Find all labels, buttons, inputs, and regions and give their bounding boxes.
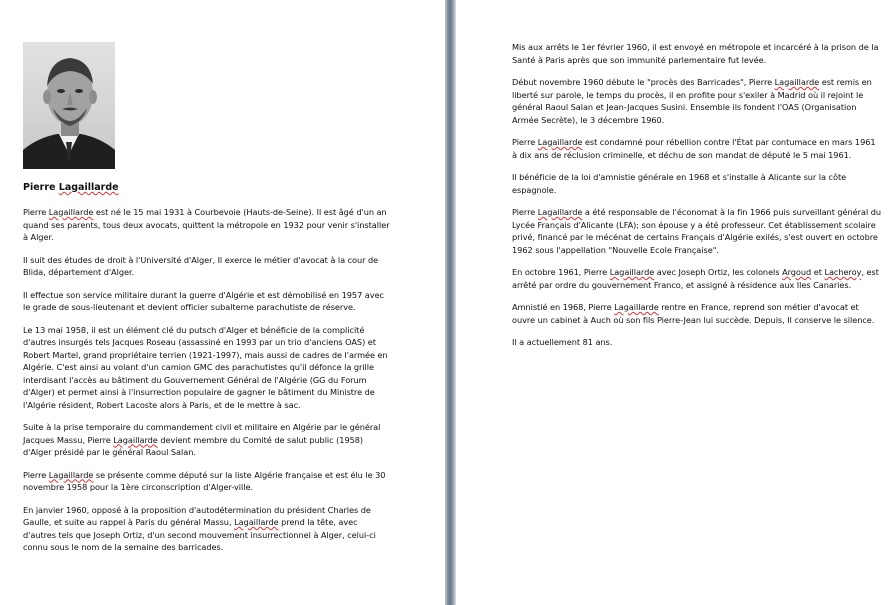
left-paragraphs: [23, 206, 393, 554]
document-page-right: [456, 0, 895, 605]
portrait-image: [23, 42, 115, 169]
spellcheck-word: Lagaillarde: [537, 207, 583, 217]
spellcheck-word: Lagaillarde: [113, 434, 158, 445]
spellcheck-word: Lagaillarde: [234, 517, 279, 527]
paragraph: Amnistié en 1968, Pierre Lagaillarde rentre en France, reprend son métier d'avocat et ouvre un cabinet à Auch où son fils Pierre-Jean lui succède. Depuis, Il conserve le silence.: [512, 302, 875, 325]
paragraph: Pierre Lagaillarde est condamné pour rébellion contre l'État par contumace en mars 1961 à dix ans de réclusion criminelle, et déchu de son mandat de député le 5 mai 1961.: [512, 137, 876, 160]
paragraph: En octobre 1961, Pierre Lagaillarde avec Joseph Ortiz, les colonels Argoud et Lacheroy, est arrêté par ordre du gouvernement Franco, et assigné à résidence aux Iles Canaries.: [512, 267, 879, 290]
paragraph: Pierre Lagaillarde a été responsable de l'économat à la fin 1966 puis surveillant général du Lycée Français d'Alicante (LFA); son épouse y a été professeur. Cet établissement scolaire privé, financé par le mécénat de certains Français d'Algérie exilés, s'est ouvert en octobre 1962 sous l'appellation "Nouvelle Ecole Française".: [512, 207, 882, 255]
paragraph: Mis aux arrêts le 1er février 1960, il est envoyé en métropole et incarcéré à la prison de la Santé à Paris après que son immunité parlementaire fut levée.: [512, 42, 879, 65]
spellcheck-word: Lagaillarde: [774, 77, 820, 87]
spellcheck-word: Lagaillarde: [58, 182, 119, 193]
spellcheck-word: Lagaillarde: [48, 207, 94, 217]
paragraph: Il bénéficie de la loi d'amnistie générale en 1968 et s'installe à Alicante sur la côte espagnole.: [512, 172, 847, 195]
page-divider: [445, 0, 456, 605]
spellcheck-word: Lacheroy: [824, 267, 862, 277]
document-page-left: [0, 0, 445, 605]
paragraph: En janvier 1960, opposé à la proposition d'autodétermination du président Charles de Gaulle, et suite au rappel à Paris du général Massu, Lagaillarde prend la tête, avec d'autres tels que Joseph Ortiz, d'un second mouvement insurrectionnel à Alger, celui-ci connu sous le nom de la semaine des barricades.: [23, 504, 376, 552]
spellcheck-word: Lagaillarde: [614, 302, 659, 312]
portrait-photo: [23, 42, 115, 169]
paragraph: Pierre Lagaillarde se présente comme député sur la liste Algérie française et est élu le 30 novembre 1958 pour la 1ère circonscription d'Alger-ville.: [23, 469, 386, 492]
right-column: [512, 41, 882, 359]
paragraph: Suite à la prise temporaire du commandement civil et militaire en Algérie par le général Jacques Massu, Pierre Lagaillarde devient membre du Comité de salut public (1958) d'Alger présidé par le général Raoul Salan.: [23, 422, 381, 457]
paragraph: Le 13 mai 1958, il est un élément clé du putsch d'Alger et bénéficie de la complicité d'autres insurgés tels Jacques Roseau (assassiné en 1993 par un trio d'anciens OAS) et Robert Martel, grand propriétaire terrien (1921-1997), mais aussi de cadres de l'armée en Algérie. C'est ainsi au volant d'un camion GMC des parachutistes qu'il défonce la grille interdisant l'accès au bâtiment du Gouvernement Général de l'Algérie (GG du Forum d'Alger) et permet ainsi à l'insurrection populaire de gagner le bâtiment du Ministre de l'Algérie résident, Robert Lacoste alors à Paris, et de le mettre à sac.: [23, 324, 388, 410]
spellcheck-word: Argoud: [782, 267, 812, 277]
spellcheck-word: Lagaillarde: [48, 469, 94, 480]
paragraph: Début novembre 1960 débute le "procès des Barricades", Pierre Lagaillarde est remis en liberté sur parole, le temps du procès, il en profite pour s'exiler à Madrid où il rejoint le général Raoul Salan et Jean-Jacques Susini. Ensemble ils fondent l'OAS (Organisation Armée Secrète), le 3 décembre 1960.: [512, 77, 872, 125]
left-column: [23, 42, 393, 564]
paragraph: Il a actuellement 81 ans.: [512, 337, 613, 347]
spellcheck-word: Lagaillarde: [537, 137, 583, 147]
paragraph: Il suit des études de droit à l'Université d'Alger, Il exerce le métier d'avocat à la cour de Blida, département d'Alger.: [23, 254, 379, 277]
paragraph: Pierre Lagaillarde est né le 15 mai 1931 à Courbevoie (Hauts-de-Seine). Il est âgé d'un an quand ses parents, tous deux avocats, quittent la métropole en 1932 pour venir s'installer à Alger.: [23, 207, 390, 242]
paragraph: Il effectue son service militaire durant la guerre d'Algérie et est démobilisé en 1957 avec le grade de sous-lieutenant et devient officier subalterne parachutiste de réserve.: [23, 289, 385, 312]
person-name-heading: Pierre Lagaillarde: [23, 182, 119, 193]
spellcheck-word: Lagaillarde: [609, 267, 655, 277]
